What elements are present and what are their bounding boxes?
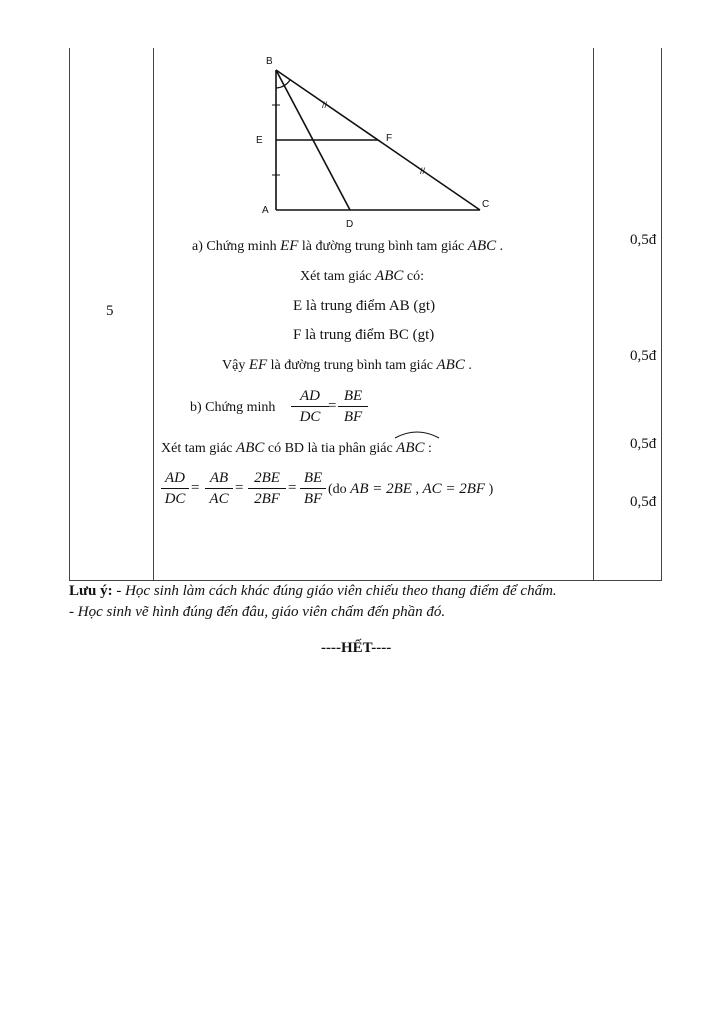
angle-hat-icon [394, 429, 440, 439]
chain-frac-2: $\frac{AB}{AC}$ [205, 468, 233, 509]
table-column-divider [153, 48, 154, 580]
label-f: F [386, 133, 393, 144]
score-a1: 0,5đ [630, 232, 657, 248]
end-mark: ----HẾT---- [321, 640, 392, 656]
part-a-line5: Vậy EF là đường trung bình tam giác ABC . [222, 357, 472, 373]
triangle-figure [250, 50, 510, 235]
part-b-frac-be-bf: $\frac{BE}{BF}$ [338, 386, 368, 427]
part-b-eq: = [328, 398, 337, 414]
label-c: C [482, 199, 490, 210]
label-a: A [262, 205, 269, 216]
label-d: D [346, 219, 354, 230]
score-b2: 0,5đ [630, 494, 657, 510]
score-a2: 0,5đ [630, 348, 657, 364]
question-number: 5 [106, 303, 114, 319]
footer-note-line2: - Học sinh vẽ hình đúng đến đâu, giáo viên chấm đến phần đó. [69, 604, 446, 620]
chain-eq-3: = [288, 480, 297, 496]
tick-mark-bf: // [322, 100, 328, 110]
label-e: E [256, 135, 263, 146]
part-b-line2: Xét tam giác ABC có BD là tia phân giác ABC : [161, 438, 432, 457]
part-a-line4: F là trung điểm BC (gt) [293, 327, 435, 343]
chain-eq-1: = [191, 480, 200, 496]
part-b-frac-ad-dc: $\frac{AD}{DC}$ [291, 386, 329, 427]
part-a-line3: E là trung điểm AB (gt) [293, 298, 436, 314]
chain-frac-4: $\frac{BE}{BF}$ [300, 468, 326, 509]
label-b: B [266, 56, 273, 67]
table-column-divider [593, 48, 594, 580]
chain-note: (do AB = 2BE , AC = 2BF ) [328, 481, 494, 497]
part-b-intro: b) Chứng minh [190, 400, 276, 415]
chain-eq-2: = [235, 480, 244, 496]
tick-mark-fc: // [420, 166, 426, 176]
part-a-line1: a) Chứng minh EF là đường trung bình tam giác ABC . [192, 238, 504, 254]
chain-frac-3: $\frac{2BE}{2BF}$ [248, 468, 286, 509]
chain-frac-1: $\frac{AD}{DC}$ [161, 468, 189, 509]
angle-abc: ABC [396, 438, 424, 457]
footer-note-line1: Lưu ý: - Học sinh làm cách khác đúng giáo viên chiếu theo thang điểm để chấm. [69, 583, 557, 599]
score-b1: 0,5đ [630, 436, 657, 452]
part-a-line2: Xét tam giác ABC có: [300, 268, 424, 284]
note-label: Lưu ý: [69, 583, 113, 599]
